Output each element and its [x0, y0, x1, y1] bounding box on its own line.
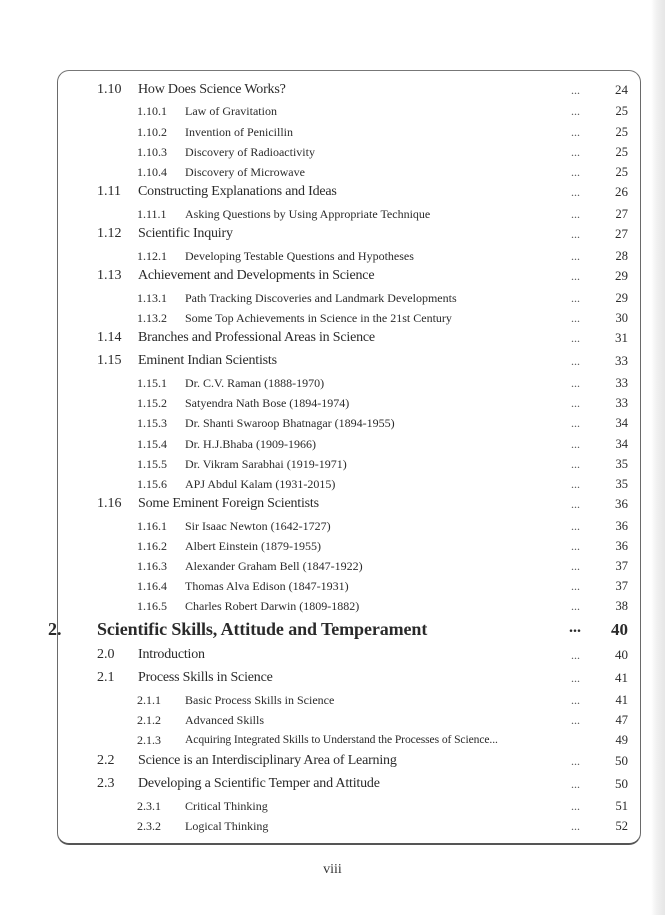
- toc-entry-number: 1.10.1: [137, 104, 167, 118]
- toc-subsection-row: [0, 598, 665, 618]
- toc-entry-number: 2.1.1: [137, 693, 161, 707]
- toc-entry-number: 1.13: [97, 268, 122, 283]
- toc-entry-number: 1.10.4: [137, 165, 167, 179]
- toc-subsection-row: [0, 103, 665, 123]
- toc-entry-number: 1.16.2: [137, 539, 167, 553]
- toc-section-row: [0, 226, 665, 246]
- toc-entry-title: Thomas Alva Edison (1847-1931): [185, 579, 349, 593]
- toc-entry-number: 1.10: [97, 82, 122, 97]
- toc-section-row: [0, 82, 665, 102]
- toc-subsection-row: [0, 144, 665, 164]
- toc-entry-title: Scientific Inquiry: [138, 226, 233, 241]
- toc-leader-dots: ...: [571, 185, 580, 199]
- toc-entry-number: 1.12.1: [137, 249, 167, 263]
- toc-subsection-row: [0, 732, 665, 752]
- toc-entry-number: 2.1.2: [137, 713, 161, 727]
- toc-entry-number: 1.15.5: [137, 457, 167, 471]
- toc-page-number: 40: [615, 647, 628, 662]
- toc-page-number: 27: [615, 226, 628, 241]
- toc-entry-number: 2.: [48, 619, 62, 639]
- toc-entry-title: Sir Isaac Newton (1642-1727): [185, 519, 331, 533]
- toc-page-number: 28: [615, 249, 628, 263]
- toc-entry-number: 1.16.1: [137, 519, 167, 533]
- toc-entry-number: 2.1: [97, 670, 115, 685]
- toc-leader-dots: ...: [571, 539, 580, 553]
- toc-entry-title: Introduction: [138, 647, 205, 662]
- toc-subsection-row: [0, 375, 665, 395]
- toc-leader-dots: ...: [571, 396, 580, 410]
- toc-page-number: 41: [615, 693, 628, 707]
- toc-page-number: 25: [615, 165, 628, 179]
- toc-entry-title: Law of Gravitation: [185, 104, 277, 118]
- toc-entry-title: Invention of Penicillin: [185, 125, 293, 139]
- toc-entry-title: Dr. C.V. Raman (1888-1970): [185, 376, 325, 390]
- toc-subsection-row: [0, 712, 665, 732]
- page-number: viii: [323, 862, 342, 877]
- toc-leader-dots: ...: [571, 713, 580, 727]
- toc-entry-title: Albert Einstein (1879-1955): [185, 539, 321, 553]
- toc-entry-title: Dr. H.J.Bhaba (1909-1966): [185, 437, 316, 451]
- toc-page-number: 40: [611, 620, 628, 639]
- toc-page-number: 41: [615, 670, 628, 685]
- toc-leader-dots: ...: [571, 799, 580, 813]
- toc-section-row: [0, 268, 665, 288]
- toc-entry-title: Basic Process Skills in Science: [185, 693, 335, 707]
- toc-leader-dots: ...: [571, 754, 580, 768]
- toc-leader-dots: ...: [571, 376, 580, 390]
- toc-leader-dots: ...: [571, 249, 580, 263]
- toc-page-number: 30: [615, 311, 628, 325]
- toc-page-number: 25: [615, 125, 628, 139]
- toc-entry-title: Alexander Graham Bell (1847-1922): [185, 559, 363, 573]
- toc-leader-dots: ...: [571, 207, 580, 221]
- toc-subsection-row: [0, 456, 665, 476]
- toc-entry-title: Scientific Skills, Attitude and Temperament: [97, 619, 428, 639]
- toc-page-number: 27: [615, 207, 628, 221]
- toc-leader-dots: ...: [571, 648, 580, 662]
- toc-page-number: 50: [615, 776, 628, 791]
- toc-page-number: 29: [615, 291, 628, 305]
- toc-leader-dots: ...: [571, 416, 580, 430]
- toc-page-number: 29: [615, 268, 628, 283]
- toc-entry-title: APJ Abdul Kalam (1931-2015): [185, 477, 336, 491]
- toc-leader-dots: ...: [571, 83, 580, 97]
- toc-entry-number: 1.11: [97, 184, 121, 199]
- toc-entry-title: How Does Science Works?: [138, 82, 286, 97]
- toc-page-number: 51: [615, 799, 628, 813]
- toc-leader-dots: ...: [571, 165, 580, 179]
- toc-entry-number: 1.10.3: [137, 145, 167, 159]
- toc-page-number: 34: [615, 416, 628, 430]
- toc-page-number: 26: [615, 184, 628, 199]
- toc-leader-dots: ...: [571, 331, 580, 345]
- toc-page-number: 25: [615, 145, 628, 159]
- toc-subsection-row: [0, 164, 665, 184]
- toc-entry-title: Discovery of Radioactivity: [185, 145, 315, 159]
- toc-leader-dots: ...: [571, 227, 580, 241]
- toc-section-row: [0, 776, 665, 796]
- toc-subsection-row: [0, 692, 665, 712]
- toc-entry-title: Dr. Vikram Sarabhai (1919-1971): [185, 457, 347, 471]
- toc-entry-number: 1.13.2: [137, 311, 167, 325]
- toc-page-number: 34: [615, 437, 628, 451]
- toc-entry-title: Process Skills in Science: [138, 670, 273, 685]
- toc-entry-number: 1.16.4: [137, 579, 167, 593]
- toc-entry-title: Discovery of Microwave: [185, 165, 305, 179]
- toc-section-row: [0, 753, 665, 773]
- toc-entry-title: Advanced Skills: [185, 713, 264, 727]
- toc-entry-number: 2.1.3: [137, 733, 161, 747]
- toc-page-number: 36: [615, 539, 628, 553]
- toc-leader-dots: ...: [571, 497, 580, 511]
- toc-entry-number: 1.14: [97, 330, 122, 345]
- toc-entry-number: 1.16.5: [137, 599, 167, 613]
- toc-entry-number: 2.3: [97, 776, 115, 791]
- toc-page-number: 36: [615, 519, 628, 533]
- toc-entry-number: 1.15.1: [137, 376, 167, 390]
- toc-entry-title: Some Top Achievements in Science in the 21st Century: [185, 311, 452, 325]
- toc-leader-dots: ...: [571, 579, 580, 593]
- toc-leader-dots: ...: [571, 671, 580, 685]
- toc-leader-dots: ...: [571, 693, 580, 707]
- toc-entry-title: Dr. Shanti Swaroop Bhatnagar (1894-1955): [185, 416, 395, 430]
- toc-leader-dots: ...: [571, 104, 580, 118]
- toc-entry-number: 1.11.1: [137, 207, 167, 221]
- toc-leader-dots: ...: [571, 477, 580, 491]
- toc-entry-number: 1.15.4: [137, 437, 167, 451]
- toc-subsection-row: [0, 558, 665, 578]
- toc-entry-number: 1.12: [97, 226, 122, 241]
- toc-entry-number: 1.13.1: [137, 291, 167, 305]
- toc-page-number: 37: [615, 559, 628, 573]
- toc-leader-dots: ...: [571, 519, 580, 533]
- toc-section-row: [0, 647, 665, 667]
- toc-page-number: 31: [615, 330, 628, 345]
- toc-leader-dots: ...: [571, 819, 580, 833]
- toc-section-row: [0, 670, 665, 690]
- toc-leader-dots: ...: [571, 291, 580, 305]
- toc-entry-number: 2.3.1: [137, 799, 161, 813]
- toc-leader-dots: ...: [571, 777, 580, 791]
- toc-page-number: 33: [615, 396, 628, 410]
- toc-page-number: 50: [615, 753, 628, 768]
- toc-subsection-row: [0, 818, 665, 838]
- toc-entry-number: 1.15: [97, 353, 122, 368]
- toc-entry-title: Acquiring Integrated Skills to Understand the Processes of Science...: [185, 733, 498, 746]
- toc-subsection-row: [0, 124, 665, 144]
- toc-leader-dots: ...: [569, 619, 581, 636]
- toc-subsection-row: [0, 476, 665, 496]
- toc-section-row: [0, 353, 665, 373]
- toc-leader-dots: ...: [571, 145, 580, 159]
- toc-page-number: 52: [615, 819, 628, 833]
- toc-section-row: [0, 184, 665, 204]
- toc-entry-number: 1.15.2: [137, 396, 167, 410]
- toc-entry-number: 2.2: [97, 753, 115, 768]
- toc-entry-number: 2.3.2: [137, 819, 161, 833]
- toc-entry-number: 1.15.6: [137, 477, 167, 491]
- toc-subsection-row: [0, 578, 665, 598]
- toc-leader-dots: ...: [571, 559, 580, 573]
- toc-leader-dots: ...: [571, 311, 580, 325]
- toc-entry-number: 1.10.2: [137, 125, 167, 139]
- toc-page-number: 25: [615, 104, 628, 118]
- toc-entry-title: Some Eminent Foreign Scientists: [138, 496, 319, 511]
- toc-leader-dots: ...: [571, 457, 580, 471]
- toc-leader-dots: ...: [571, 354, 580, 368]
- toc-leader-dots: ...: [571, 125, 580, 139]
- toc-subsection-row: [0, 436, 665, 456]
- toc-chapter-row: [0, 619, 665, 642]
- toc-entry-title: Science is an Interdisciplinary Area of Learning: [138, 753, 397, 768]
- toc-subsection-row: [0, 798, 665, 818]
- toc-entry-number: 1.16: [97, 496, 122, 511]
- toc-subsection-row: [0, 538, 665, 558]
- toc-entry-title: Asking Questions by Using Appropriate Technique: [185, 207, 431, 221]
- toc-leader-dots: ...: [571, 437, 580, 451]
- toc-subsection-row: [0, 290, 665, 310]
- toc-subsection-row: [0, 415, 665, 435]
- toc-subsection-row: [0, 518, 665, 538]
- toc-page-number: 37: [615, 579, 628, 593]
- toc-entry-title: Logical Thinking: [185, 819, 269, 833]
- toc-page-number: 47: [615, 713, 628, 727]
- toc-entry-title: Path Tracking Discoveries and Landmark Developments: [185, 291, 457, 305]
- toc-entry-number: 1.15.3: [137, 416, 167, 430]
- toc-page-number: 38: [615, 599, 628, 613]
- toc-entry-title: Developing a Scientific Temper and Attitude: [138, 776, 380, 791]
- toc-leader-dots: ...: [571, 599, 580, 613]
- toc-entry-title: Eminent Indian Scientists: [138, 353, 277, 368]
- toc-entry-title: Charles Robert Darwin (1809-1882): [185, 599, 360, 613]
- toc-entry-number: 1.16.3: [137, 559, 167, 573]
- toc-entry-title: Branches and Professional Areas in Science: [138, 330, 375, 345]
- toc-subsection-row: [0, 206, 665, 226]
- toc-page-number: 24: [615, 82, 628, 97]
- toc-page-number: 33: [615, 376, 628, 390]
- toc-page-number: 36: [615, 496, 628, 511]
- toc-subsection-row: [0, 395, 665, 415]
- toc-entry-number: 2.0: [97, 647, 115, 662]
- toc-section-row: [0, 496, 665, 516]
- toc-subsection-row: [0, 248, 665, 268]
- toc-page-number: 33: [615, 353, 628, 368]
- toc-leader-dots: ...: [571, 269, 580, 283]
- toc-entry-title: Achievement and Developments in Science: [138, 268, 375, 283]
- toc-page-number: 35: [615, 457, 628, 471]
- toc-page-number: 49: [615, 733, 628, 747]
- toc-entry-title: Constructing Explanations and Ideas: [138, 184, 337, 199]
- toc-page-number: 35: [615, 477, 628, 491]
- toc-entry-title: Critical Thinking: [185, 799, 268, 813]
- toc-subsection-row: [0, 310, 665, 330]
- toc-entry-title: Developing Testable Questions and Hypotheses: [185, 249, 414, 263]
- toc-entry-title: Satyendra Nath Bose (1894-1974): [185, 396, 350, 410]
- toc-section-row: [0, 330, 665, 350]
